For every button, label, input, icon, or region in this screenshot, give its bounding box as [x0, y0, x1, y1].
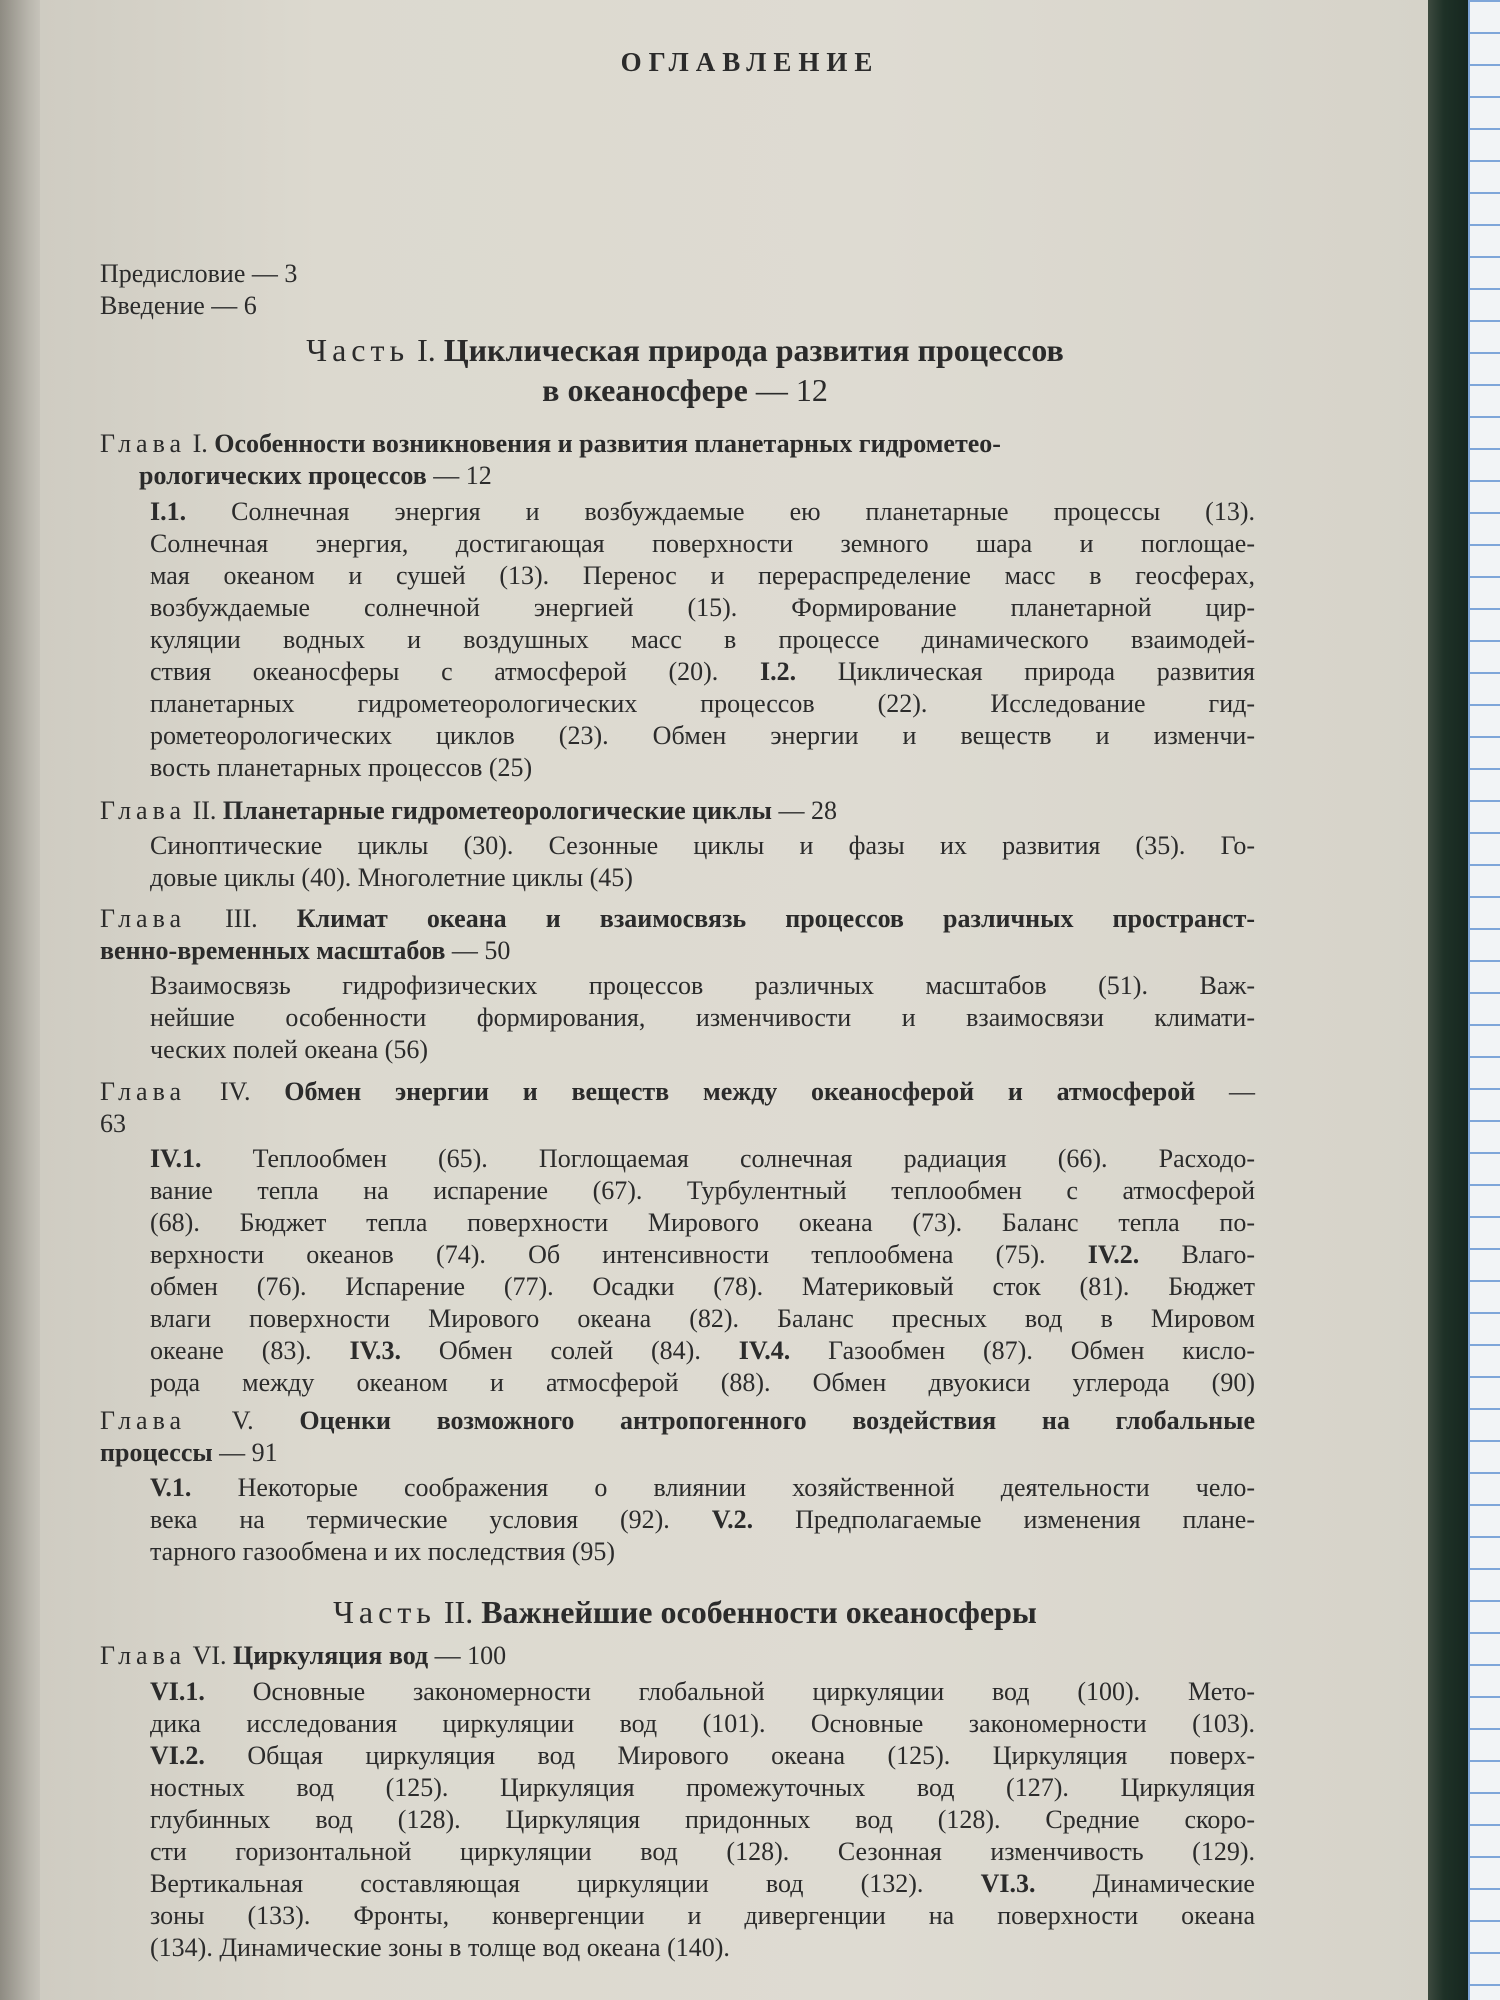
toc-text: V.	[186, 1406, 300, 1435]
toc-text: Глава	[100, 1641, 187, 1670]
toc-text: довые циклы (40). Многолетние циклы (45)	[150, 863, 633, 892]
toc-line	[150, 970, 1255, 1002]
toc-line	[100, 935, 1255, 967]
toc-line	[150, 592, 1255, 624]
toc-line	[150, 862, 1255, 894]
toc-text: — 50	[445, 936, 511, 965]
toc-line	[150, 624, 1255, 656]
toc-bold-text: IV.2.	[1087, 1240, 1140, 1269]
page-title: ОГЛАВЛЕНИЕ	[620, 47, 880, 77]
chapter-3-heading	[100, 903, 1255, 967]
toc-bold-text: VI.2.	[150, 1741, 205, 1770]
toc-bold-text: Климат океана и взаимосвязь процессов различных пространст-	[296, 904, 1255, 933]
toc-line	[150, 1175, 1255, 1207]
toc-line	[150, 720, 1255, 752]
toc-text: Глава	[100, 1406, 187, 1435]
chapter-5-contents	[150, 1472, 1255, 1568]
toc-line	[150, 1143, 1255, 1175]
chapter-4-contents	[150, 1143, 1255, 1399]
toc-line	[100, 1076, 1255, 1108]
toc-bold-text: Оценки возможного антропогенного воздействия на глобальные	[299, 1406, 1255, 1435]
toc-text: II.	[435, 1594, 482, 1630]
toc-text: Глава	[100, 429, 187, 458]
toc-line	[100, 1108, 1255, 1140]
toc-line	[150, 656, 1255, 688]
toc-text	[100, 461, 139, 490]
chapter-6-contents	[150, 1676, 1255, 1964]
toc-text: (134). Динамические зоны в толще вод океана (140).	[150, 1933, 730, 1962]
toc-text: Часть	[306, 332, 410, 368]
toc-text: Глава	[100, 1077, 187, 1106]
toc-line	[150, 1504, 1255, 1536]
chapter-4-heading	[100, 1076, 1255, 1140]
toc-line	[150, 1772, 1255, 1804]
toc-line	[100, 428, 1255, 460]
toc-text: III.	[186, 904, 297, 933]
toc-bold-text: венно-временных масштабов	[100, 936, 446, 965]
toc-line	[150, 560, 1255, 592]
toc-text: Глава	[100, 796, 187, 825]
toc-bold-text: Циркуляция вод	[233, 1641, 429, 1670]
toc-text: VI.	[186, 1641, 234, 1670]
toc-bold-text: VI.3.	[980, 1869, 1036, 1898]
toc-line	[150, 1804, 1255, 1836]
toc-line	[150, 1239, 1255, 1271]
toc-bold-text: процессы	[100, 1438, 213, 1467]
chapter-2-contents	[150, 830, 1255, 894]
toc-line	[150, 1303, 1255, 1335]
toc-text: куляции водных и воздушных масс в процессе динамического взаимодей-	[150, 625, 1255, 654]
toc-line	[150, 1271, 1255, 1303]
toc-line	[150, 1002, 1255, 1034]
toc-bold-text: рологических процессов	[139, 461, 427, 490]
toc-line	[100, 1437, 1255, 1469]
toc-text: тарного газообмена и их последствия (95)	[150, 1537, 616, 1566]
toc-text: верхности океанов (74). Об интенсивности теплообмена (75).	[150, 1240, 1088, 1269]
toc-text: вость планетарных процессов (25)	[150, 753, 533, 782]
toc-text: Глава	[100, 904, 187, 933]
toc-line	[150, 496, 1255, 528]
toc-line	[150, 1900, 1255, 1932]
toc-line	[120, 1592, 1250, 1632]
toc-line	[100, 903, 1255, 935]
toc-line	[150, 1836, 1255, 1868]
toc-line	[100, 1640, 1255, 1672]
toc-line	[150, 688, 1255, 720]
toc-text: рода между океаном и атмосферой (88). Обмен двуокиси углерода (90)	[150, 1368, 1255, 1397]
toc-text: — 100	[428, 1641, 507, 1670]
toc-text: Влаго-	[1139, 1240, 1256, 1269]
toc-bold-text: VI.1.	[150, 1677, 205, 1706]
toc-line	[150, 1676, 1255, 1708]
toc-text: Предисловие — 3	[100, 259, 298, 288]
toc-line	[150, 1932, 1255, 1964]
toc-line	[150, 528, 1255, 560]
toc-text: возбуждаемые солнечной энергией (15). Формирование планетарной цир-	[150, 593, 1255, 622]
toc-bold-text: V.1.	[150, 1473, 192, 1502]
toc-bold-text: Планетарные гидрометеорологические циклы	[222, 796, 772, 825]
toc-line	[100, 460, 1255, 492]
toc-text: нейшие особенности формирования, изменчивости и взаимосвязи климати-	[150, 1003, 1255, 1032]
part-1-heading	[120, 330, 1250, 410]
toc-text: IV.	[186, 1077, 285, 1106]
toc-text: ческих полей океана (56)	[150, 1035, 429, 1064]
toc-text: Некоторые соображения о влиянии хозяйственной деятельности чело-	[191, 1473, 1255, 1502]
part-2-heading	[120, 1592, 1250, 1632]
toc-text: Циклическая природа развития	[796, 657, 1255, 686]
toc-text: Солнечная энергия, достигающая поверхности земного шара и поглощае-	[150, 529, 1255, 558]
toc-text: Взаимосвязь гидрофизических процессов различных масштабов (51). Важ-	[150, 971, 1255, 1000]
chapter-1-contents	[150, 496, 1255, 784]
toc-bold-text: в океаносфере	[542, 372, 748, 408]
toc-text: Динамические	[1035, 1869, 1255, 1898]
toc-line	[100, 795, 1255, 827]
toc-line	[150, 1207, 1255, 1239]
toc-text: 63	[100, 1109, 126, 1138]
toc-text: Обмен солей (84).	[401, 1336, 739, 1365]
chapter-5-heading	[100, 1405, 1255, 1469]
toc-text: I.	[186, 429, 215, 458]
toc-text: ствия океаносферы с атмосферой (20).	[150, 657, 760, 686]
toc-text: глубинных вод (128). Циркуляция придонных вод (128). Средние скоро-	[150, 1805, 1255, 1834]
toc-line	[150, 1868, 1255, 1900]
toc-bold-text: Циклическая природа развития процессов	[443, 332, 1064, 368]
toc-text: века на термические условия (92).	[150, 1505, 712, 1534]
toc-line	[150, 752, 1255, 784]
toc-text: зоны (133). Фронты, конвергенции и дивергенции на поверхности океана	[150, 1901, 1255, 1930]
toc-text: —	[1195, 1077, 1256, 1106]
toc-text: планетарных гидрометеорологических процессов (22). Исследование гид-	[150, 689, 1255, 718]
toc-line	[150, 1335, 1255, 1367]
grid-paper-background	[1468, 0, 1500, 2000]
toc-line	[150, 1472, 1255, 1504]
toc-text: — 12	[426, 461, 492, 490]
toc-text: Вертикальная составляющая циркуляции вод (132).	[150, 1869, 981, 1898]
toc-text: обмен (76). Испарение (77). Осадки (78). Материковый сток (81). Бюджет	[150, 1272, 1255, 1301]
toc-bold-text: V.2.	[711, 1505, 754, 1534]
toc-text: Предполагаемые изменения плане-	[753, 1505, 1255, 1534]
toc-bold-text: Обмен энергии и веществ между океаносферой и атмосферой	[284, 1077, 1196, 1106]
toc-text: ностных вод (125). Циркуляция промежуточных вод (127). Циркуляция	[150, 1773, 1255, 1802]
toc-text: Основные закономерности глобальной циркуляции вод (100). Мето-	[204, 1677, 1255, 1706]
toc-text: рометеорологических циклов (23). Обмен энергии и веществ и изменчи-	[150, 721, 1255, 750]
toc-text: влаги поверхности Мирового океана (82). Баланс пресных вод в Мировом	[150, 1304, 1255, 1333]
toc-text: Часть	[333, 1594, 436, 1630]
toc-line	[150, 1536, 1255, 1568]
chapter-1-heading	[100, 428, 1255, 492]
toc-text: дика исследования циркуляции вод (101). Основные закономерности (103).	[150, 1709, 1255, 1738]
toc-bold-text: Особенности возникновения и развития планетарных гидрометео-	[214, 429, 1001, 458]
toc-bold-text: I.2.	[759, 657, 797, 686]
front-matter	[100, 258, 1255, 322]
chapter-3-contents	[150, 970, 1255, 1066]
toc-line	[100, 258, 1255, 290]
toc-line	[100, 1405, 1255, 1437]
toc-text: Синоптические циклы (30). Сезонные циклы и фазы их развития (35). Го-	[150, 831, 1255, 860]
toc-text: Газообмен (87). Обмен кисло-	[790, 1336, 1256, 1365]
toc-text: — 12	[747, 372, 828, 408]
toc-bold-text: IV.3.	[349, 1336, 402, 1365]
book-cover-edge	[1428, 0, 1468, 2000]
toc-text: мая океаном и сушей (13). Перенос и перераспределение масс в геосферах,	[150, 561, 1255, 590]
toc-text: сти горизонтальной циркуляции вод (128). Сезонная изменчивость (129).	[150, 1837, 1255, 1866]
toc-text: океане (83).	[150, 1336, 350, 1365]
toc-bold-text: IV.4.	[738, 1336, 791, 1365]
toc-line	[150, 1708, 1255, 1740]
toc-line	[100, 290, 1255, 322]
toc-text: вание тепла на испарение (67). Турбулентный теплообмен с атмосферой	[150, 1176, 1255, 1205]
chapter-2-heading	[100, 795, 1255, 827]
toc-text: (68). Бюджет тепла поверхности Мирового океана (73). Баланс тепла по-	[150, 1208, 1255, 1237]
toc-text: Теплообмен (65). Поглощаемая солнечная радиация (66). Расходо-	[201, 1144, 1255, 1173]
toc-text: Введение — 6	[100, 291, 257, 320]
toc-line	[150, 1034, 1255, 1066]
toc-line	[120, 370, 1250, 410]
toc-text: — 28	[771, 796, 837, 825]
toc-text: Солнечная энергия и возбуждаемые ею планетарные процессы (13).	[186, 497, 1255, 526]
toc-line	[150, 830, 1255, 862]
toc-bold-text: IV.1.	[150, 1144, 202, 1173]
toc-text: I.	[409, 332, 444, 368]
toc-line	[120, 330, 1250, 370]
toc-bold-text: Важнейшие особенности океаносферы	[481, 1594, 1037, 1630]
toc-text: Общая циркуляция вод Мирового океана (125). Циркуляция поверх-	[204, 1741, 1255, 1770]
toc-line	[150, 1367, 1255, 1399]
toc-text: II.	[186, 796, 223, 825]
chapter-6-heading	[100, 1640, 1255, 1672]
toc-text: — 91	[212, 1438, 278, 1467]
toc-bold-text: I.1.	[150, 497, 187, 526]
toc-line	[150, 1740, 1255, 1772]
